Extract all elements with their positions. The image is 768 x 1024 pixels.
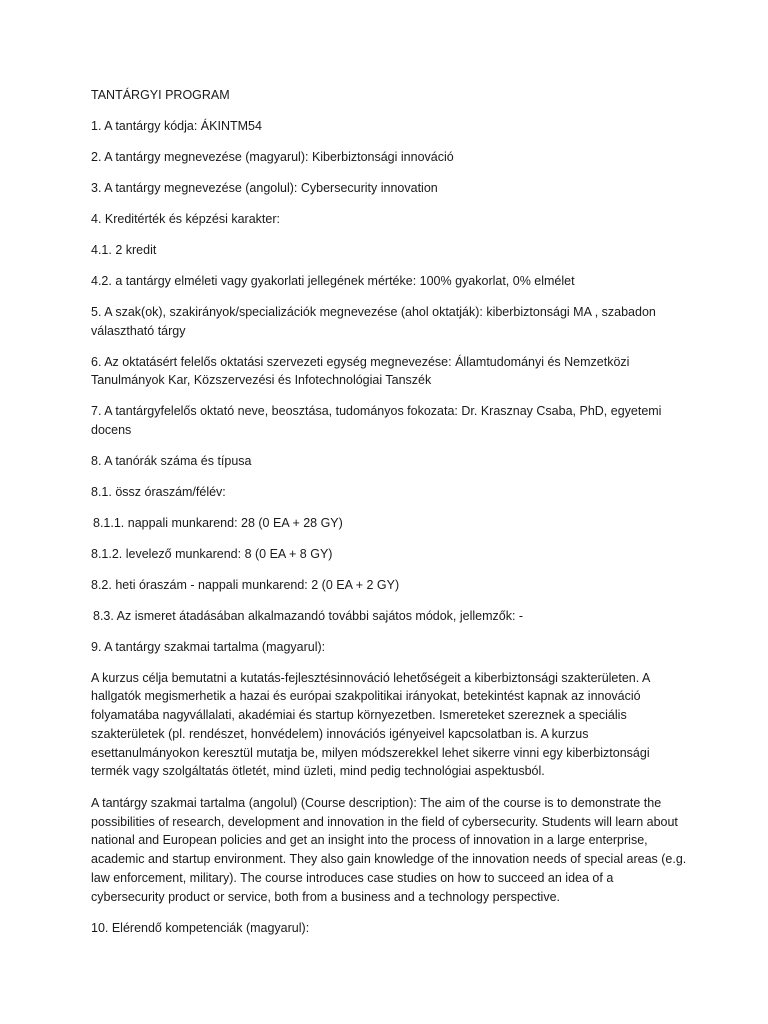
course-name-en: 3. A tantárgy megnevezése (angolul): Cybersecurity innovation xyxy=(91,181,438,195)
weekly-hours: 8.2. heti óraszám - nappali munkarend: 2 (0 EA + 2 GY) xyxy=(91,577,400,592)
competences-heading: 10. Elérendő kompetenciák (magyarul): xyxy=(91,921,310,936)
course-name-hu: 2. A tantárgy megnevezése (magyarul): Kiberbiztonsági innováció xyxy=(91,150,454,164)
credit-heading: 4. Kreditérték és képzési karakter: xyxy=(91,212,280,226)
lessons-heading: 8. A tanórák száma és típusa xyxy=(91,453,252,468)
content-en: A tantárgy szakmai tartalma (angolul) (Course description): The aim of the course is to demonstrate the possibilities of research, development and innovation in the field of cybersecurity. Students will learn about national and European policies and get an insight into the process of innovation in a large enterprise, academic and startup environment. They also gain knowledge of the innovation needs of special areas (e.g. law enforcement, military). The course introduces case studies on how to succeed an idea of a cybersecurity product or service, both from a business and a technology perspective. xyxy=(91,795,687,904)
practice-ratio: 4.2. a tantárgy elméleti vagy gyakorlati jellegének mértéke: 100% gyakorlat, 0% elmélet xyxy=(91,274,575,288)
responsible-instructor: 7. A tantárgyfelelős oktató neve, beosztása, tudományos fokozata: Dr. Krasznay Csaba, PhD, egyetemi docens xyxy=(91,404,662,437)
content-hu: A kurzus célja bemutatni a kutatás-fejlesztésinnováció lehetőségeit a kiberbiztonsági szakterületen. A hallgatók megismerhetik a hazai és európai szakpolitikai irányokat, betekintést kapnak az innováció folyamatába nagyvállalati, akadémiai és startup környezetben. Ismereteket szereznek a speciális szakterületek (pl. rendészet, honvédelem) innovációs igényeivel kapcsolatban is. A kurzus esettanulmányokon keresztül mutatja be, milyen módszerekkel lehet sikerre vinni egy kiberbiztonsági termék vagy szolgáltatás ötletét, mind üzleti, mind pedig technológiai aspektusból. xyxy=(91,670,650,779)
teaching-methods: 8.3. Az ismeret átadásában alkalmazandó további sajátos módok, jellemzők: - xyxy=(93,608,524,623)
total-hours: 8.1. össz óraszám/félév: xyxy=(91,484,226,499)
responsible-unit: 6. Az oktatásért felelős oktatási szervezeti egység megnevezése: Államtudományi és Nemzetközi Tanulmányok Kar, Közszervezési és Infotechnológiai Tanszék xyxy=(91,354,630,387)
document-body xyxy=(91,86,689,950)
course-code: 1. A tantárgy kódja: ÁKINTM54 xyxy=(91,119,262,133)
fulltime-hours: 8.1.1. nappali munkarend: 28 (0 EA + 28 GY) xyxy=(93,515,343,530)
credit-value: 4.1. 2 kredit xyxy=(91,243,157,257)
correspondence-hours: 8.1.2. levelező munkarend: 8 (0 EA + 8 GY) xyxy=(91,546,333,561)
content-heading-hu: 9. A tantárgy szakmai tartalma (magyarul): xyxy=(91,639,326,654)
programs: 5. A szak(ok), szakirányok/specializációk megnevezése (ahol oktatják): kiberbiztonsági MA , szabadon választható tárgy xyxy=(91,305,656,338)
document-title: TANTÁRGYI PROGRAM xyxy=(91,88,230,102)
